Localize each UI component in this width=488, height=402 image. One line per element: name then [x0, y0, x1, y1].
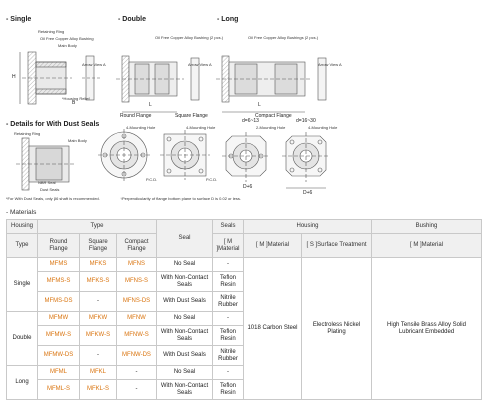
type-long: Long: [7, 366, 38, 400]
seal-material-cell: -: [213, 258, 244, 272]
seal-material-cell: Nitrile Rubber: [213, 292, 244, 312]
code-link[interactable]: MFMS-DS: [38, 292, 80, 312]
code-empty: -: [117, 380, 157, 400]
code-empty: -: [117, 366, 157, 380]
code-link[interactable]: MFKS-S: [80, 272, 117, 292]
type-double: Double: [7, 312, 38, 366]
callout-retaining-ring: Retaining Ring: [38, 29, 65, 34]
callout-main-body: Main Body: [58, 43, 77, 48]
materials-table: [6, 219, 482, 400]
code-link[interactable]: MFNW: [117, 312, 157, 326]
footnote-perpendicularity: ↑Perpendicularity of flange bottom plane to surface D is 0.02 or less.: [120, 196, 241, 201]
footnote-dust-seal: *For With Dust Seals, only β6 shaft is recommended.: [6, 196, 100, 201]
callout-arrow-view-1: Arrow View A: [82, 62, 106, 67]
callout-retaining-ring-2: Retaining Ring: [14, 131, 41, 136]
code-empty: -: [80, 292, 117, 312]
callout-arrow-view-3: Arrow View A: [318, 62, 342, 67]
code-link[interactable]: MFKS: [80, 258, 117, 272]
compact-d-range-2: d=16~30: [296, 118, 316, 124]
callout-housing-relief: *Housing Relief: [62, 96, 90, 101]
callout-oil-free-single: Oil Free Copper Alloy Bushing: [40, 36, 94, 41]
flange-square-title: Square Flange: [175, 113, 208, 119]
code-link[interactable]: MFKL-S: [80, 380, 117, 400]
view-title-details: - Details for With Dust Seals: [6, 121, 100, 128]
th-housing2: Housing: [244, 220, 372, 234]
seal-cell: No Seal: [157, 312, 213, 326]
code-link[interactable]: MFMW-S: [38, 326, 80, 346]
dim-d6-2: D+6: [303, 190, 313, 196]
seal-material-cell: Teflon Resin: [213, 326, 244, 346]
seal-material-cell: Teflon Resin: [213, 380, 244, 400]
housing-material: 1018 Carbon Steel: [244, 258, 302, 400]
dim-d6-1: D+6: [243, 184, 253, 190]
seal-cell: With Non-Contact Seals: [157, 380, 213, 400]
dim-B: B: [72, 100, 76, 106]
code-empty: -: [80, 346, 117, 366]
code-link[interactable]: MFMS-S: [38, 272, 80, 292]
th-type: Type: [7, 234, 38, 258]
seal-cell: No Seal: [157, 258, 213, 272]
seal-material-cell: Nitrile Rubber: [213, 346, 244, 366]
seal-cell: With Dust Seals: [157, 292, 213, 312]
callout-mounting-hole-c2: 4-Mounting Hole: [308, 125, 338, 130]
flange-compact-title: Compact Flange: [255, 113, 292, 119]
th-compact: Compact Flange: [117, 234, 157, 258]
seal-cell: With Dust Seals: [157, 346, 213, 366]
code-link[interactable]: MFMW: [38, 312, 80, 326]
dim-L-double: L: [149, 102, 152, 108]
code-link[interactable]: MFNW-DS: [117, 346, 157, 366]
seal-cell: With Non-Contact Seals: [157, 272, 213, 292]
callout-mounting-hole-round: 4-Mounting Hole: [126, 125, 156, 130]
seal-cell: No Seal: [157, 366, 213, 380]
bushing-material: High Tensile Brass Alloy Solid Lubricant Embedded: [372, 258, 482, 400]
view-title-long: - Long: [217, 16, 239, 23]
table-row: [7, 258, 482, 272]
code-link[interactable]: MFKW-S: [80, 326, 117, 346]
flange-round-title: Round Flange: [120, 113, 152, 119]
dim-L-long: L: [258, 102, 261, 108]
callout-oil-free-long: Oil Free Copper Alloy Bushings (2 pcs.): [248, 35, 319, 40]
code-link[interactable]: MFKW: [80, 312, 117, 326]
compact-d-range-1: d=6~13: [242, 118, 259, 124]
callout-dust-seals: Dust Seals: [40, 187, 60, 192]
th-square: Square Flange: [80, 234, 117, 258]
view-title-single: - Single: [6, 16, 32, 23]
th-seals-material: [ M ]Material: [213, 234, 244, 258]
code-link[interactable]: MFNS-DS: [117, 292, 157, 312]
code-link[interactable]: MFNS-S: [117, 272, 157, 292]
pcd-square: P.C.D.: [206, 177, 218, 182]
code-link[interactable]: MFML-S: [38, 380, 80, 400]
callout-oil-free-double: Oil Free Copper Alloy Bushing (2 pcs.): [155, 35, 224, 40]
callout-mounting-hole-square: 4-Mounting Hole: [186, 125, 216, 130]
surface-treatment: Electroless Nickel Plating: [302, 258, 372, 400]
th-housing-material: [ M ]Material: [244, 234, 302, 258]
th-seals: Seals: [213, 220, 244, 234]
th-seal: Seal: [157, 220, 213, 258]
th-bushing-material: [ M ]Material: [372, 234, 482, 258]
code-link[interactable]: MFNW-S: [117, 326, 157, 346]
th-housing: Housing: [7, 220, 38, 234]
callout-main-body-2: Main Body: [68, 138, 87, 143]
callout-mounting-hole-c1: 2-Mounting Hole: [256, 125, 286, 130]
seal-cell: With Non-Contact Seals: [157, 326, 213, 346]
materials-title: - Materials: [6, 209, 37, 216]
view-title-double: - Double: [118, 16, 146, 23]
code-link[interactable]: MFMW-DS: [38, 346, 80, 366]
callout-arrow-view-2: Arrow View A: [188, 62, 212, 67]
th-bushing: Bushing: [372, 220, 482, 234]
seal-material-cell: Teflon Resin: [213, 272, 244, 292]
code-link[interactable]: MFMS: [38, 258, 80, 272]
th-round: Round Flange: [38, 234, 80, 258]
pcd-round: P.C.D.: [146, 177, 158, 182]
code-link[interactable]: MFKL: [80, 366, 117, 380]
code-link[interactable]: MFNS: [117, 258, 157, 272]
dim-H: H: [12, 74, 16, 80]
seal-material-cell: -: [213, 312, 244, 326]
code-link[interactable]: MFML: [38, 366, 80, 380]
callout-nbr-seal: NBR Seal: [38, 180, 56, 185]
th-type-group: Type: [38, 220, 157, 234]
th-surface: [ S ]Surface Treatment: [302, 234, 372, 258]
seal-material-cell: -: [213, 366, 244, 380]
type-single: Single: [7, 258, 38, 312]
